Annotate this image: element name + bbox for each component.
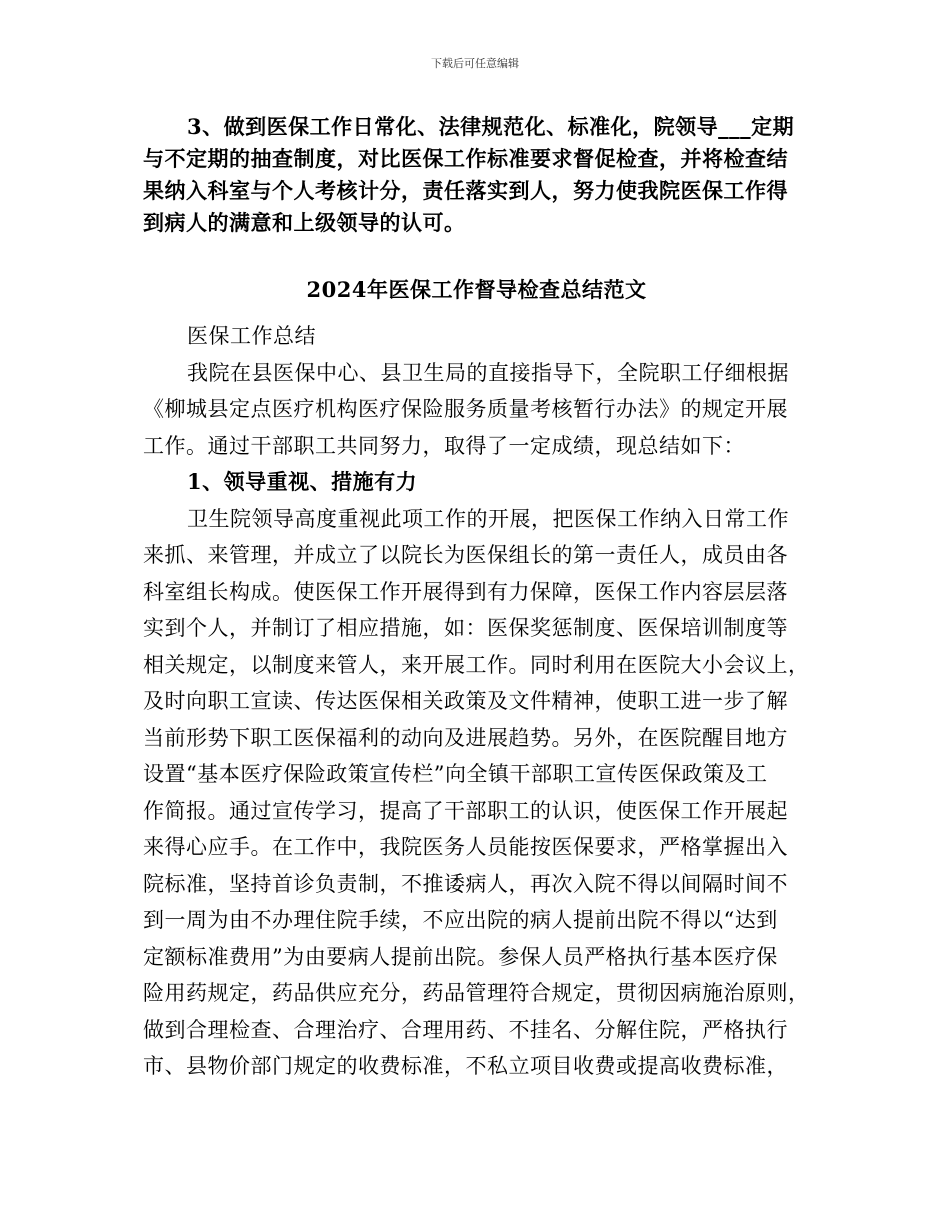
paragraph-line: 工作。通过干部职工共同努力，取得了一定成绩，现总结如下： — [143, 433, 745, 458]
paragraph-line: 到一周为由不办理住院手续，不应出院的病人提前出院不得以“达到 — [143, 908, 778, 932]
page-header-note: 下载后可任意编辑 — [431, 57, 519, 70]
summary-body — [143, 318, 810, 1085]
paragraph-line: 定额标准费用”为由要病人提前出院。参保人员严格执行基本医疗保 — [143, 944, 778, 969]
paragraph-line: 相关规定，以制度来管人，来开展工作。同时利用在医院大小会议上， — [143, 652, 810, 677]
paragraph-line: 做到合理检查、合理治疗、合理用药、不挂名、分解住院，严格执行 — [143, 1017, 788, 1042]
paragraph-line: 《柳城县定点医疗机构医疗保险服务质量考核暂行办法》的规定开展 — [143, 397, 788, 421]
intro-line: 与不定期的抽查制度，对比医保工作标准要求督促检查，并将检查结 — [143, 146, 788, 171]
paragraph-line: 科室组长构成。使医保工作开展得到有力保障，医保工作内容层层落 — [143, 579, 788, 604]
paragraph-line: 当前形势下职工医保福利的动向及进展趋势。另外，在医院醒目地方 — [143, 725, 788, 750]
paragraph-line: 卫生院领导高度重视此项工作的开展，把医保工作纳入日常工作 — [187, 506, 789, 531]
paragraph-line: 来抓、来管理，并成立了以院长为医保组长的第一责任人，成员由各 — [143, 543, 788, 567]
section-heading: 1、领导重视、措施有力 — [187, 469, 418, 494]
subtitle: 医保工作总结 — [187, 324, 316, 348]
paragraph-line: 设置“基本医疗保险政策宣传栏”向全镇干部职工宣传医保政策及工 — [143, 762, 768, 786]
intro-paragraph — [143, 111, 810, 239]
paragraph-line: 我院在县医保中心、县卫生局的直接指导下，全院职工仔细根据 — [187, 360, 789, 385]
intro-line: 到病人的满意和上级领导的认可。 — [143, 210, 466, 235]
paragraph-line: 来得心应手。在工作中，我院医务人员能按医保要求，严格掌握出入 — [143, 835, 788, 859]
document-title: 2024年医保工作督导检查总结范文 — [306, 277, 647, 302]
paragraph-line: 作简报。通过宣传学习，提高了干部职工的认识，使医保工作开展起 — [143, 798, 788, 823]
intro-line: 果纳入科室与个人考核计分，责任落实到人，努力使我院医保工作得 — [143, 178, 788, 203]
paragraph-line: 实到个人，并制订了相应措施，如：医保奖惩制度、医保培训制度等 — [143, 616, 788, 640]
paragraph-line: 险用药规定，药品供应充分，药品管理符合规定，贯彻因病施治原则， — [143, 981, 810, 1005]
document-body — [143, 111, 810, 1085]
intro-line: 3、做到医保工作日常化、法律规范化、标准化，院领导___定期 — [187, 114, 795, 139]
paragraph-line: 院标准，坚持首诊负责制，不推诿病人，再次入院不得以间隔时间不 — [143, 871, 788, 896]
paragraph-line: 及时向职工宣读、传达医保相关政策及文件精神，使职工进一步了解 — [143, 689, 788, 713]
paragraph-line: 市、县物价部门规定的收费标准，不私立项目收费或提高收费标准， — [143, 1054, 788, 1078]
